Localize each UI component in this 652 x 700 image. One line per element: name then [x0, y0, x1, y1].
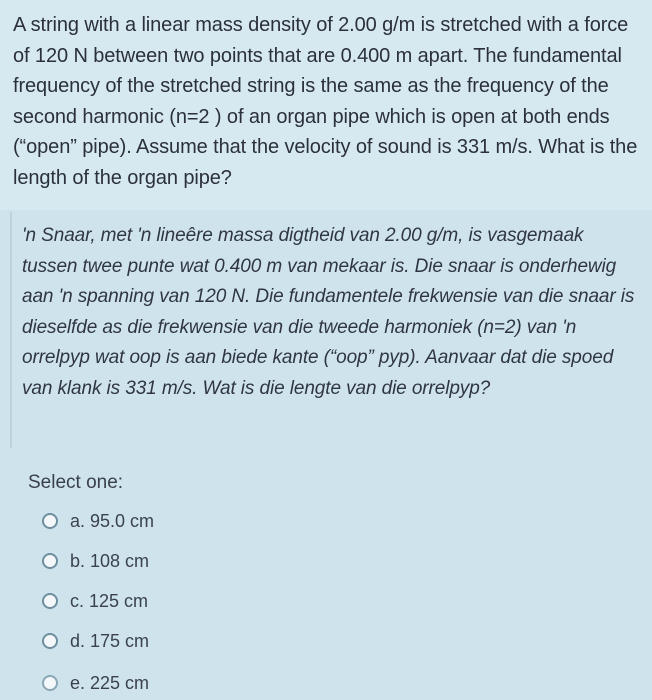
option-label: c. 125 cm: [70, 590, 149, 611]
option-label: d. 175 cm: [70, 630, 150, 651]
radio-button-icon[interactable]: [42, 593, 58, 609]
radio-button-icon[interactable]: [42, 553, 58, 569]
question-english: [0, 0, 652, 210]
option-label: b. 108 cm: [70, 550, 150, 571]
option-d[interactable]: [42, 628, 149, 654]
option-e[interactable]: [42, 670, 149, 696]
option-b[interactable]: [42, 548, 149, 574]
option-label: e. 225 cm: [70, 672, 150, 693]
option-c[interactable]: [42, 588, 148, 614]
option-label: a. 95.0 cm: [70, 510, 155, 531]
radio-button-icon[interactable]: [42, 675, 58, 691]
answer-block: [14, 462, 644, 700]
radio-button-icon[interactable]: [42, 633, 58, 649]
radio-button-icon[interactable]: [42, 513, 58, 529]
question-afrikaans: [10, 212, 650, 448]
select-prompt: Select one:: [28, 472, 124, 493]
option-a[interactable]: [42, 508, 154, 534]
question-afrikaans-text: 'n Snaar, met 'n lineêre massa digtheid van 2.00 g/m, is vasgemaak tussen twee punte wat 0.400 m van mekaar is. Die snaar is onderhewig aan 'n spanning van 120 N. Die fundamentele frekwensie van die snaar is dieselfde as die frekwensie van die tweede harmoniek (n=2) van 'n orrelpyp wat oop is aan biede kante (“oop” pyp). Aanvaar dat die spoed van klank is 331 m/s. Wat is die lengte van die orrelpyp?: [22, 225, 635, 399]
question-english-text: A string with a linear mass density of 2.00 g/m is stretched with a force of 120 N between two points that are 0.400 m apart. The fundamental frequency of the stretched string is the same as the frequency of the second harmonic (n=2 ) of an organ pipe which is open at both ends (“open” pipe). Assume that the velocity of sound is 331 m/s. What is the length of the organ pipe?: [13, 14, 638, 189]
